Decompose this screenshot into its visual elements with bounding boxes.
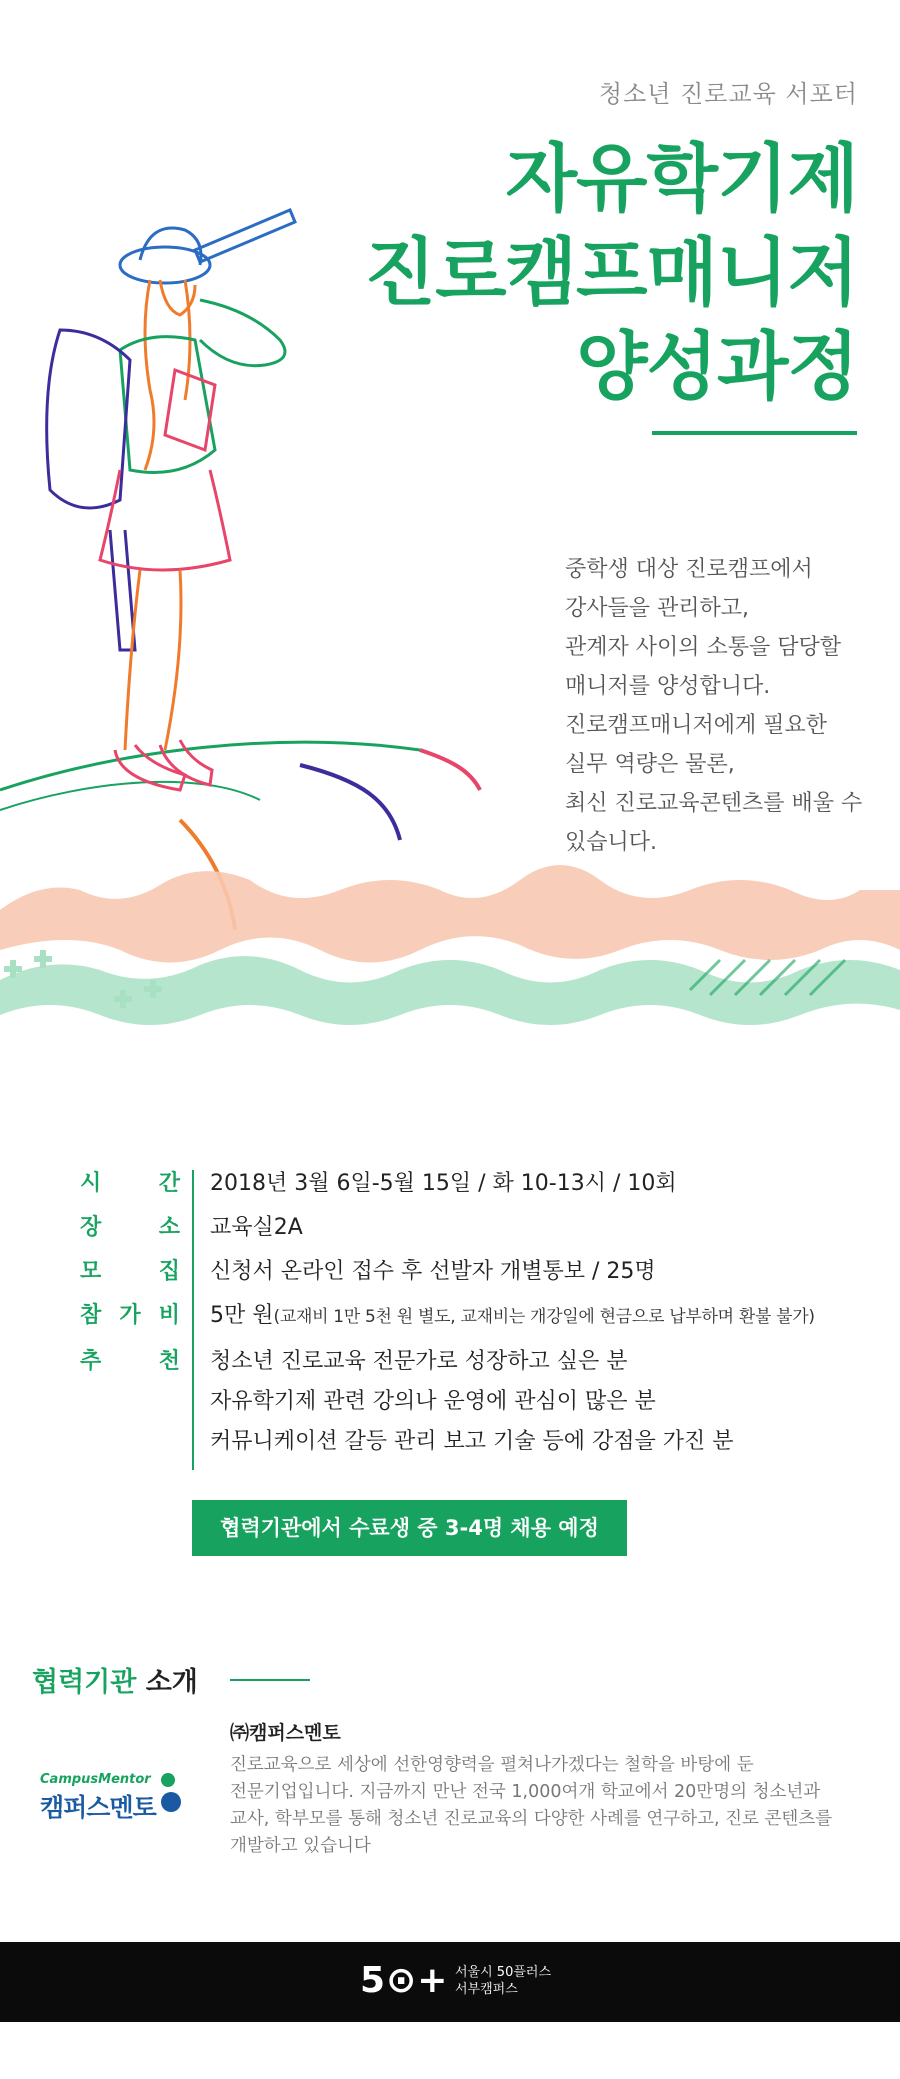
info-value-recommend: 자유학기제 관련 강의나 운영에 관심이 많은 분 [210,1389,656,1414]
info-value-time: 2018년 3월 6일-5월 15일 / 화 10-13시 / 10회 [210,1171,677,1196]
partner-description [230,1752,870,1860]
campus-mentor-logo [38,1770,188,1840]
intro-line: 진로캠프매니저에게 필요한 [565,713,828,738]
partner-heading-accent: 협력기관 [32,1667,137,1698]
girl-figure [47,210,295,790]
footer [0,1942,900,2022]
info-label-fee: 참 가 비 [80,1303,180,1328]
partner-desc-line: 개발하고 있습니다 [230,1836,371,1856]
fee-note: (교재비 1만 5천 원 별도, 교재비는 개강일에 현금으로 납부하며 환불 불가) [273,1307,815,1327]
intro-line: 강사들을 관리하고, [565,596,750,621]
footer-campus-text: 서울시 50플러스 서부캠퍼스 [455,1965,552,1997]
info-label-place: 장 소 [80,1215,180,1240]
info-value-place: 교육실2A [210,1215,303,1240]
partner-heading-rest: 소개 [136,1667,198,1698]
info-value-fee: 5만 원(교재비 1만 5천 원 별도, 교재비는 개강일에 현금으로 납부하며 환불 불가) [210,1303,815,1328]
info-value-recommend: 커뮤니케이션 갈등 관리 보고 기술 등에 강점을 가진 분 [210,1429,734,1454]
partner-desc-line: 진로교육으로 세상에 선한영향력을 펼쳐나가겠다는 철학을 바탕에 둔 [230,1755,754,1775]
intro-line: 실무 역량은 물론, [565,752,735,777]
hill-arc-blue [300,765,400,840]
intro-line: 관계자 사이의 소통을 담당할 [565,635,842,660]
logo-text-ko: 캠퍼스멘토 [40,1793,156,1822]
intro-line: 중학생 대상 진로캠프에서 [565,557,813,582]
info-value-recommend: 청소년 진로교육 전문가로 성장하고 싶은 분 [210,1349,628,1374]
intro-paragraph [565,550,875,862]
wave-peach [0,865,900,963]
info-label-recruit: 모 집 [80,1259,180,1284]
hiring-banner: 협력기관에서 수료생 중 3-4명 채용 예정 [192,1500,627,1556]
partner-desc-line: 전문기업입니다. 지금까지 만난 전국 1,000여개 학교에서 20만명의 청소년과 [230,1782,821,1802]
hill-arc-red [420,750,480,790]
logo-text-en: CampusMentor [40,1772,151,1787]
partner-desc-line: 교사, 학부모를 통해 청소년 진로교육의 다양한 사례를 연구하고, 진로 콘텐츠를 [230,1809,833,1829]
info-label-time: 시 간 [80,1171,180,1196]
partner-heading [32,1660,198,1699]
info-divider [192,1170,194,1470]
info-label-recommend: 추 천 [80,1349,180,1374]
partner-divider [230,1679,310,1681]
fifty-plus-logo: 5⊙+ [360,1960,449,2001]
hero-title-line: 양성과정 [576,324,858,410]
hero-title-line: 진로캠프매니저 [364,230,858,316]
intro-line: 매니저를 양성합니다. [565,674,771,699]
logo-mark-icon [156,1770,186,1820]
info-value-recruit: 신청서 온라인 접수 후 선발자 개별통보 / 25명 [210,1259,656,1284]
hero-subtitle: 청소년 진로교육 서포터 [598,80,858,108]
hero-title-line: 자유학기제 [505,136,858,222]
partner-name: ㈜캠퍼스멘토 [230,1722,341,1744]
intro-line: 있습니다. [565,830,658,855]
intro-line: 최신 진로교육콘텐츠를 배울 수 [565,791,863,816]
